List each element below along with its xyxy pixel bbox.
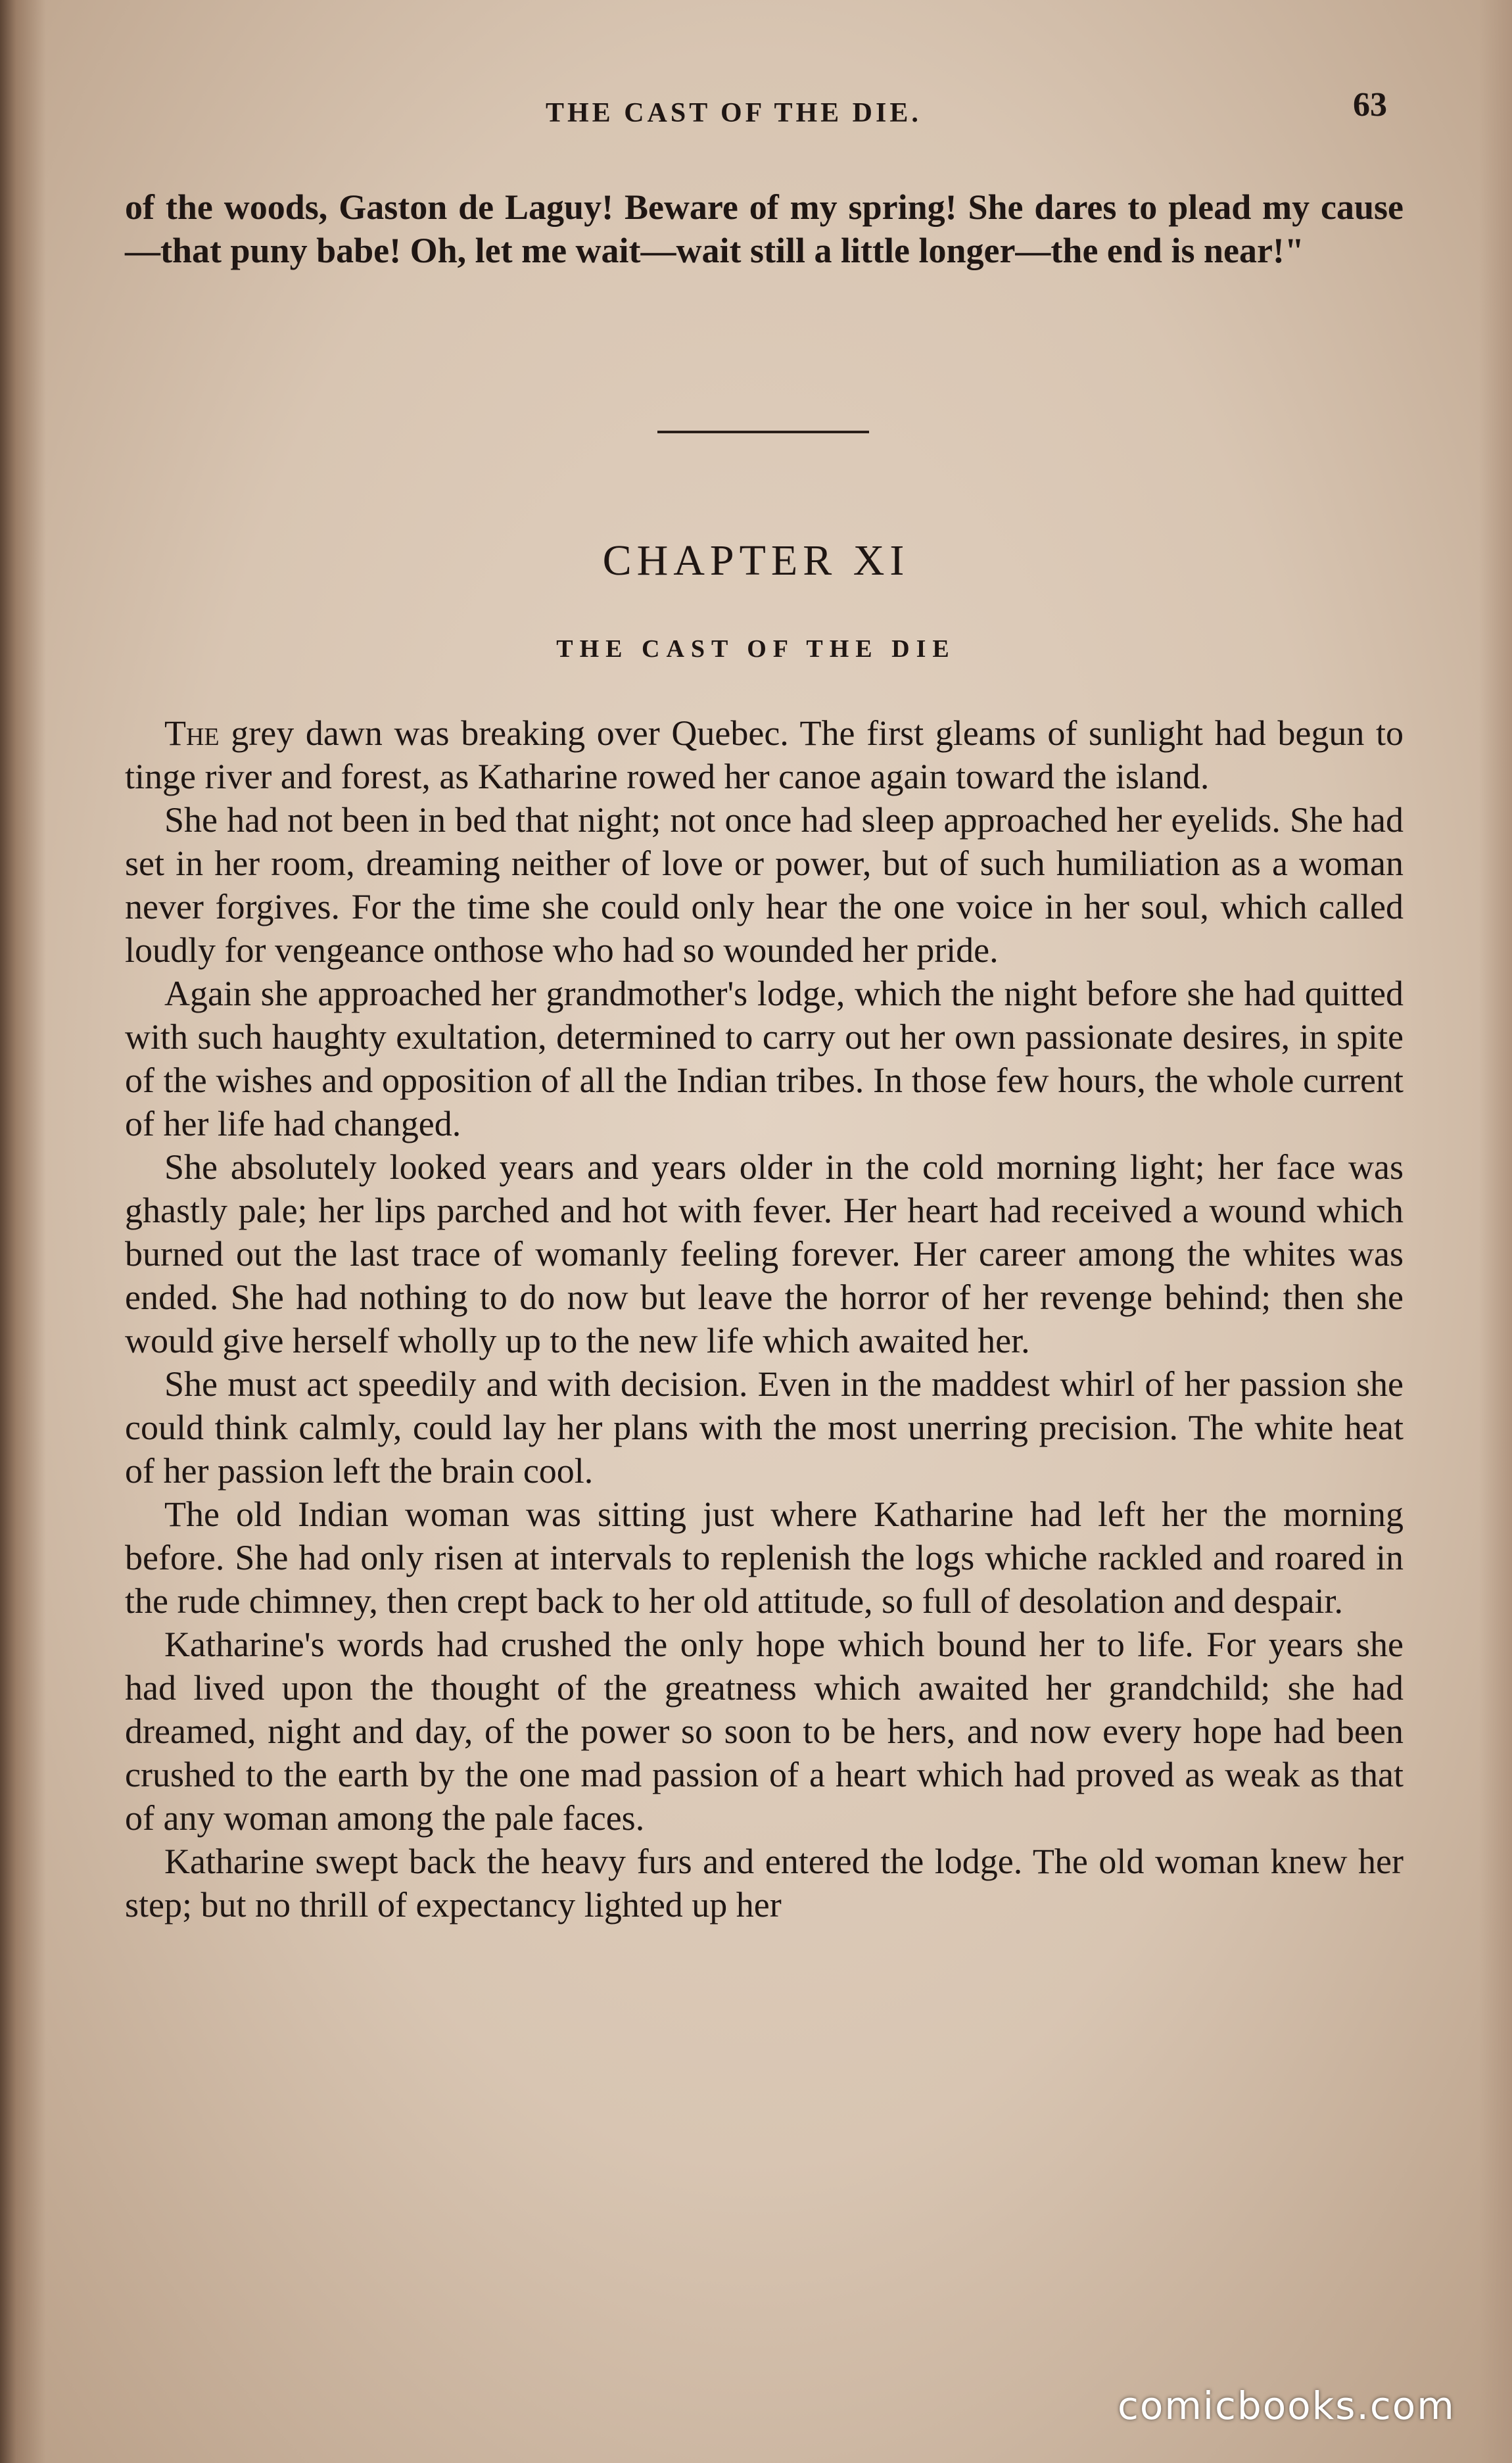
paragraph [125, 711, 1404, 798]
paragraph: Katharine swept back the heavy furs and entered the lodge. The old woman knew her step; but no thrill of expectancy lighted up her [125, 1842, 1404, 1925]
running-head: THE CAST OF THE DIE. [546, 98, 922, 128]
paragraph: She absolutely looked years and years older in the cold morning light; her face was ghastly pale; her lips parched and hot with fever. Her heart had received a wound which burned out the last trace of womanly feeling forever. Her career among the whites was ended. She had nothing to do now but leave the horror of her revenge behind; then she would give herself wholly up to the new life which awaited her. [125, 1147, 1404, 1360]
chapter-subtitle: THE CAST OF THE DIE [556, 635, 956, 663]
site-watermark: comicbooks.com [1118, 2383, 1455, 2428]
section-divider [657, 431, 869, 433]
paragraph: She had not been in bed that night; not once had sleep approached her eyelids. She had set in her room, dreaming neither of love or power, but of such humiliation as a woman never forgives. For the time she could only hear the one voice in her soul, which called loudly for vengeance onthose who had so wounded her pride. [125, 800, 1404, 970]
paragraph: She must act speedily and with decision. Even in the maddest whirl of her passion she could think calmly, could lay her plans with the most unerring precision. The white heat of her passion left the brain cool. [125, 1364, 1404, 1491]
paragraph-lead: The [164, 713, 220, 753]
paragraph: Again she approached her grandmother's lodge, which the night before she had quitted with such haughty exultation, determined to carry out her own passionate desires, in spite of the wishes and opposition of all the Indian tribes. In those few hours, the whole current of her life had changed. [125, 974, 1404, 1143]
paragraph: Katharine's words had crushed the only hope which bound her to life. For years she had lived upon the thought of the greatness which awaited her grandchild; she had dreamed, night and day, of the power so soon to be hers, and now every hope had been crushed to the earth by the one mad passion of a heart which had proved as weak as that of any woman among the pale faces. [125, 1625, 1404, 1838]
page-edge-shadow [1479, 0, 1512, 2463]
opening-paragraph: of the woods, Gaston de Laguy! Beware of my spring! She dares to plead my cause—that puny babe! Oh, let me wait—wait still a little longer—the end is near!" [125, 187, 1404, 270]
chapter-title: CHAPTER XI [602, 537, 910, 585]
chapter-body [125, 711, 1404, 1926]
paragraph: The old Indian woman was sitting just where Katharine had left her the morning before. She had only risen at intervals to replenish the logs whiche rackled and roared in the rude chimney, then crept back to her old attitude, so full of desolation and despair. [125, 1495, 1404, 1621]
page-binding-shadow [0, 0, 46, 2463]
paragraph-text: grey dawn was breaking over Quebec. The first gleams of sunlight had begun to tinge river and forest, as Katharine rowed her canoe again toward the island. [125, 713, 1404, 796]
opening-paragraph-block [125, 185, 1404, 272]
page-number: 63 [1353, 86, 1387, 124]
